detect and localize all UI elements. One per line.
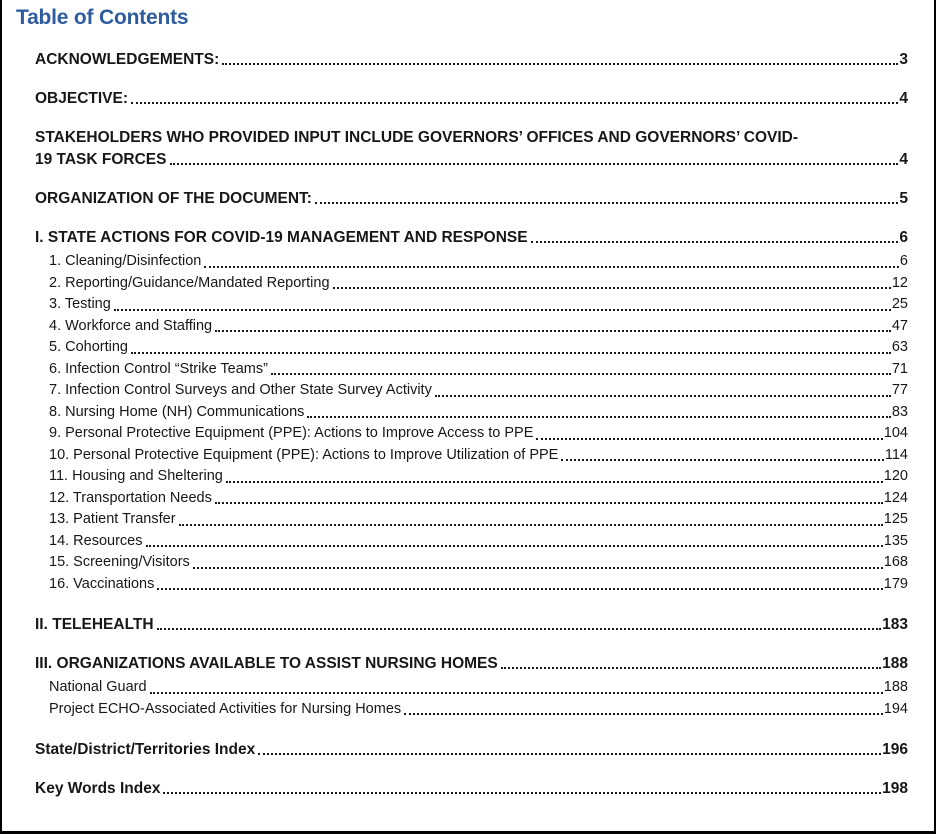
toc-leader-dots — [170, 163, 899, 165]
toc-leader-dots — [163, 792, 881, 794]
toc-entry-page: 83 — [891, 403, 908, 420]
toc-entry[interactable] — [35, 779, 908, 798]
toc-leader-dots — [215, 330, 891, 332]
toc-entry-label: III. ORGANIZATIONS AVAILABLE TO ASSIST NURSING HOMES — [35, 655, 498, 672]
toc-leader-dots — [215, 502, 883, 504]
toc-entry-page: 124 — [883, 489, 908, 506]
toc-entry[interactable] — [49, 466, 908, 488]
toc-entry-page: 77 — [891, 382, 908, 398]
toc-leader-dots — [204, 266, 899, 268]
toc-leader-dots — [193, 567, 883, 569]
toc-entry-page: 183 — [882, 616, 908, 633]
toc-leader-dots — [333, 287, 891, 289]
toc-leader-dots — [258, 753, 881, 755]
toc-entry-page: 3 — [899, 51, 908, 68]
toc-entry[interactable] — [35, 615, 908, 634]
toc-entry[interactable] — [35, 189, 908, 208]
toc-entry-page: 25 — [891, 296, 908, 312]
toc-entry-label: STAKEHOLDERS WHO PROVIDED INPUT INCLUDE GOVERNORS’ OFFICES AND GOVERNORS’ COVID- — [35, 129, 799, 146]
toc-entry[interactable] — [49, 423, 908, 445]
toc-entry[interactable] — [35, 89, 908, 108]
toc-leader-dots — [404, 713, 883, 715]
toc-list — [16, 50, 908, 798]
toc-entry-page: 114 — [884, 446, 908, 463]
toc-entry-label: 6. Infection Control “Strike Teams” — [49, 360, 268, 377]
toc-entry[interactable] — [49, 574, 908, 596]
toc-entry-label: 12. Transportation Needs — [49, 489, 212, 506]
toc-entry[interactable] — [35, 150, 908, 169]
toc-leader-dots — [307, 416, 890, 418]
toc-entry-page: 188 — [883, 679, 908, 695]
toc-entry[interactable] — [49, 552, 908, 574]
toc-leader-dots — [435, 395, 891, 397]
toc-entry-label: 7. Infection Control Surveys and Other State Survey Activity — [49, 382, 432, 398]
toc-entry-label: Key Words Index — [35, 780, 161, 797]
toc-entry-page: 5 — [899, 190, 908, 207]
toc-entry-page: 71 — [891, 360, 908, 377]
toc-entry-label: 4. Workforce and Staffing — [49, 317, 213, 334]
toc-entry-page: 194 — [883, 700, 908, 717]
toc-entry-label: 11. Housing and Sheltering — [49, 468, 223, 484]
toc-entry-label: 2. Reporting/Guidance/Mandated Reporting — [49, 274, 330, 291]
toc-leader-dots — [222, 63, 898, 65]
toc-entry-label: OBJECTIVE: — [35, 90, 129, 107]
toc-entry-page: 12 — [891, 274, 908, 291]
toc-entry-label: Project ECHO-Associated Activities for Nursing Homes — [49, 700, 402, 717]
toc-entry-label: 3. Testing — [49, 296, 111, 312]
toc-entry[interactable] — [49, 273, 908, 295]
toc-entry[interactable] — [49, 337, 908, 359]
toc-entry-page: 188 — [882, 655, 908, 672]
toc-entry-page: 6 — [899, 253, 908, 269]
toc-entry-page: 4 — [899, 90, 908, 107]
toc-entry-page: 6 — [899, 229, 908, 246]
toc-entry-label: 14. Resources — [49, 532, 143, 549]
toc-entry[interactable] — [35, 740, 908, 759]
toc-entry-label: 1. Cleaning/Disinfection — [49, 253, 202, 269]
toc-entry[interactable] — [49, 509, 908, 531]
toc-leader-dots — [561, 459, 884, 461]
toc-entry-page: 196 — [882, 741, 908, 758]
toc-leader-dots — [536, 438, 882, 440]
toc-entry-label: State/District/Territories Index — [35, 741, 256, 758]
toc-entry[interactable] — [49, 677, 908, 699]
toc-leader-dots — [531, 241, 899, 243]
toc-entry-label: 13. Patient Transfer — [49, 511, 176, 527]
toc-leader-dots — [179, 524, 883, 526]
toc-entry-label: 5. Cohorting — [49, 339, 128, 355]
toc-leader-dots — [226, 481, 883, 483]
toc-entry-label: ORGANIZATION OF THE DOCUMENT: — [35, 190, 312, 207]
toc-entry-label: 8. Nursing Home (NH) Communications — [49, 403, 305, 420]
toc-entry-label: I. STATE ACTIONS FOR COVID-19 MANAGEMENT AND RESPONSE — [35, 229, 528, 246]
toc-leader-dots — [146, 545, 883, 547]
toc-entry[interactable] — [35, 128, 908, 147]
toc-leader-dots — [114, 309, 891, 311]
toc-entry[interactable] — [49, 251, 908, 273]
toc-entry[interactable] — [35, 50, 908, 69]
toc-entry-page: 135 — [883, 532, 908, 549]
toc-leader-dots — [315, 202, 898, 204]
toc-entry-label: ACKNOWLEDGEMENTS: — [35, 51, 220, 68]
toc-entry-page: 63 — [891, 339, 908, 355]
toc-leader-dots — [157, 588, 882, 590]
toc-entry-page: 179 — [883, 575, 908, 592]
toc-entry-page: 168 — [883, 554, 908, 570]
toc-entry-page: 125 — [883, 511, 908, 527]
toc-entry-label: 16. Vaccinations — [49, 575, 155, 592]
toc-entry-page: 120 — [883, 468, 908, 484]
toc-entry[interactable] — [35, 228, 908, 247]
toc-entry-page: 47 — [891, 317, 908, 334]
toc-entry-label: 9. Personal Protective Equipment (PPE): Actions to Improve Access to PPE — [49, 425, 534, 441]
toc-leader-dots — [157, 628, 882, 630]
toc-entry-label: National Guard — [49, 679, 147, 695]
toc-entry[interactable] — [49, 531, 908, 553]
toc-entry-page: 198 — [882, 780, 908, 797]
toc-entry[interactable] — [49, 488, 908, 510]
toc-entry[interactable] — [49, 699, 908, 721]
toc-entry[interactable] — [49, 445, 908, 467]
page-title: Table of Contents — [16, 6, 189, 29]
toc-entry[interactable] — [49, 380, 908, 402]
toc-entry[interactable] — [35, 654, 908, 673]
toc-entry-page: 4 — [899, 151, 908, 168]
toc-entry-label: II. TELEHEALTH — [35, 616, 154, 633]
toc-entry[interactable] — [49, 359, 908, 381]
toc-entry[interactable] — [49, 294, 908, 316]
toc-leader-dots — [150, 692, 883, 694]
toc-leader-dots — [271, 373, 891, 375]
toc-entry-label: 15. Screening/Visitors — [49, 554, 190, 570]
toc-entry-page: 104 — [883, 425, 908, 441]
toc-leader-dots — [501, 667, 881, 669]
toc-entry[interactable] — [49, 402, 908, 424]
toc-leader-dots — [131, 352, 891, 354]
toc-leader-dots — [131, 102, 898, 104]
toc-entry-label: 19 TASK FORCES — [35, 151, 167, 168]
toc-entry-label: 10. Personal Protective Equipment (PPE): Actions to Improve Utilization of PPE — [49, 446, 559, 463]
toc-entry[interactable] — [49, 316, 908, 338]
